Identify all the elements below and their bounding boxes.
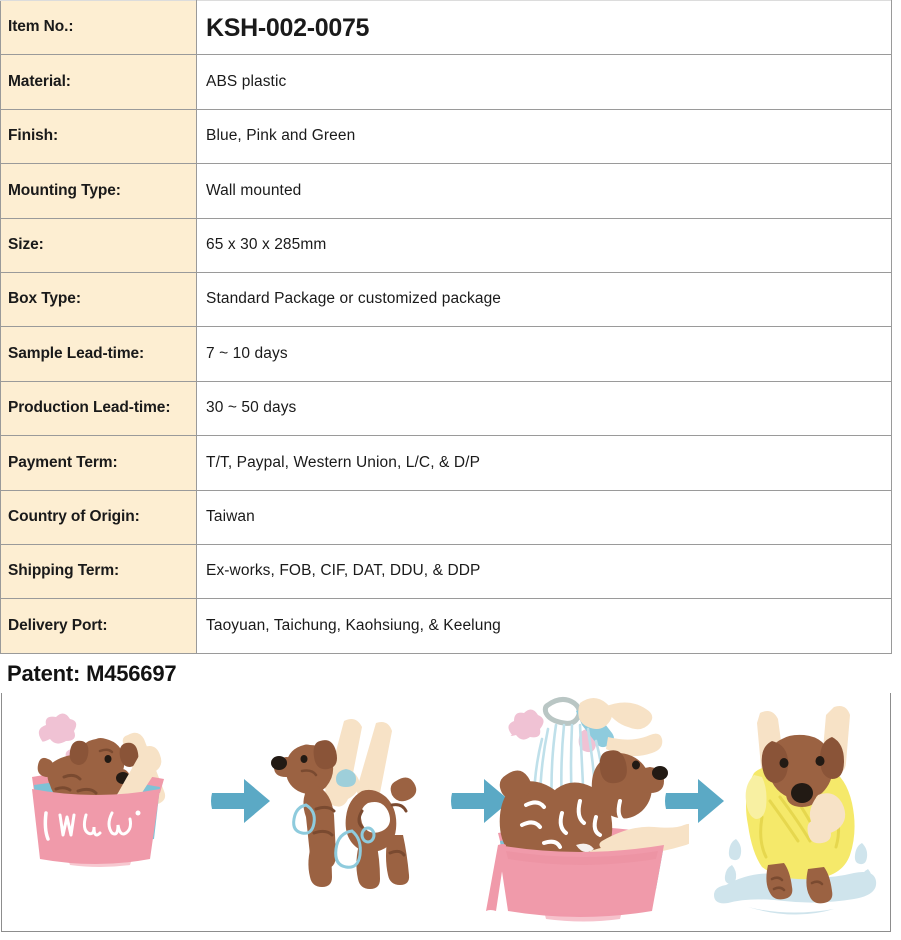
table-row bbox=[1, 109, 892, 163]
patent-text: Patent: M456697 bbox=[7, 661, 177, 686]
step-arrow-1-icon bbox=[210, 775, 272, 827]
spec-label-payment-term: Payment Term: bbox=[1, 436, 197, 490]
table-row bbox=[1, 272, 892, 326]
spec-value-box-type: Standard Package or customized package bbox=[197, 272, 892, 326]
illustration-panel-dog-rinsed-with-shower bbox=[484, 693, 689, 932]
spec-value-finish: Blue, Pink and Green bbox=[197, 109, 892, 163]
spec-label-delivery-port: Delivery Port: bbox=[1, 599, 197, 653]
table-row bbox=[1, 436, 892, 490]
spec-value-shipping-term: Ex-works, FOB, CIF, DAT, DDU, & DDP bbox=[197, 544, 892, 598]
spec-value-country-of-origin: Taiwan bbox=[197, 490, 892, 544]
spec-value-size: 65 x 30 x 285mm bbox=[197, 218, 892, 272]
spec-label-box-type: Box Type: bbox=[1, 272, 197, 326]
spec-label-finish: Finish: bbox=[1, 109, 197, 163]
spec-value-item-no: KSH-002-0075 bbox=[197, 1, 892, 55]
spec-value-delivery-port: Taoyuan, Taichung, Kaohsiung, & Keelung bbox=[197, 599, 892, 653]
patent-heading-bar bbox=[0, 655, 892, 693]
spec-value-payment-term: T/T, Paypal, Western Union, L/C, & D/P bbox=[197, 436, 892, 490]
table-row bbox=[1, 327, 892, 381]
spec-label-item-no: Item No.: bbox=[1, 1, 197, 55]
spec-label-country-of-origin: Country of Origin: bbox=[1, 490, 197, 544]
spec-value-sample-lead-time: 7 ~ 10 days bbox=[197, 327, 892, 381]
table-row bbox=[1, 1, 892, 55]
table-row bbox=[1, 381, 892, 435]
spec-table-body bbox=[1, 1, 892, 654]
table-row bbox=[1, 164, 892, 218]
table-row bbox=[1, 55, 892, 109]
spec-label-production-lead-time: Production Lead-time: bbox=[1, 381, 197, 435]
spec-value-material: ABS plastic bbox=[197, 55, 892, 109]
table-row bbox=[1, 218, 892, 272]
illustration-panel-wet-dog-being-washed bbox=[264, 693, 459, 932]
spec-label-material: Material: bbox=[1, 55, 197, 109]
table-row bbox=[1, 544, 892, 598]
spec-label-mounting-type: Mounting Type: bbox=[1, 164, 197, 218]
spec-value-production-lead-time: 30 ~ 50 days bbox=[197, 381, 892, 435]
illustration-panel-dog-wrapped-in-towel bbox=[708, 693, 891, 932]
table-row bbox=[1, 599, 892, 653]
illustration-panel-dog-in-bathtub-soaking bbox=[12, 693, 217, 932]
table-row bbox=[1, 490, 892, 544]
spec-label-sample-lead-time: Sample Lead-time: bbox=[1, 327, 197, 381]
spec-value-mounting-type: Wall mounted bbox=[197, 164, 892, 218]
spec-label-size: Size: bbox=[1, 218, 197, 272]
spec-label-shipping-term: Shipping Term: bbox=[1, 544, 197, 598]
dog-washing-steps-illustration bbox=[1, 693, 891, 932]
